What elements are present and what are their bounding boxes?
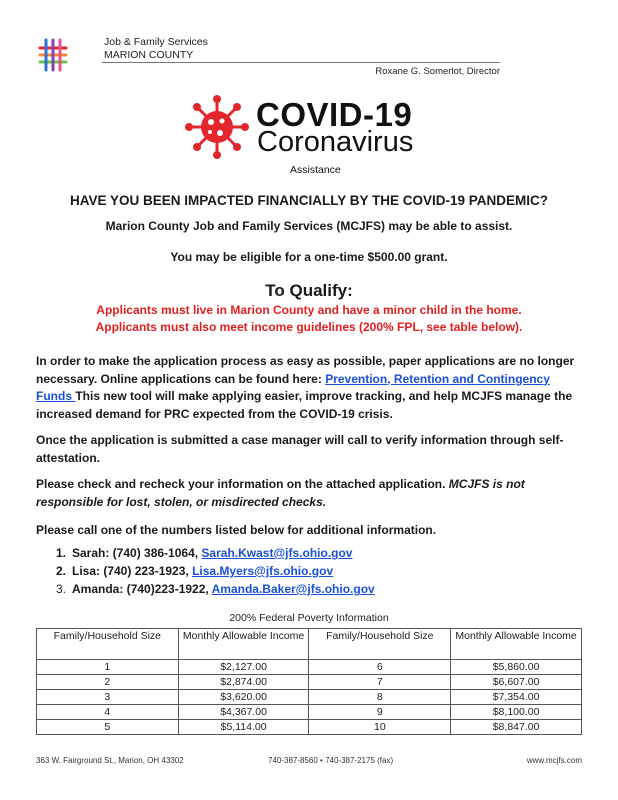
agency-line-2: MARION COUNTY [104,49,194,61]
table-cell: $2,127.00 [178,660,309,675]
table-cell: 9 [309,705,451,720]
column-header: Family/Household Size [309,629,451,660]
contact-item [56,562,375,580]
eligibility-line: You may be eligible for a one-time $500.00 grant. [170,250,448,264]
table-row [37,720,582,735]
table-row [37,705,582,720]
assistance-label: Assistance [290,164,341,176]
contact-email-link[interactable]: Lisa.Myers@jfs.ohio.gov [192,564,334,578]
covid-subtitle: Coronavirus [257,126,414,158]
agency-logo [36,36,70,74]
column-header: Monthly Allowable Income [178,629,309,660]
footer-address: 363 W. Fairground St., Marion, OH 43302 [36,756,184,765]
contact-phone: Lisa: (740) 223-1923, [72,564,193,578]
column-header: Family/Household Size [37,629,179,660]
case-manager-paragraph: Once the application is submitted a case manager will call to verify information through self-attestation. [36,433,564,465]
table-cell: $6,607.00 [451,675,582,690]
contact-item [56,544,375,562]
prc-application-link[interactable]: Prevention, Retention and Contingency Funds [36,371,550,403]
contact-phone: Amanda: (740)223-1922, [72,582,212,596]
table-cell: $7,354.00 [451,690,582,705]
covid-title: COVID-19 [256,96,413,133]
header-divider [102,62,500,63]
application-text-end: This new tool will make applying easier, improve tracking, and help MCJFS manage the increased demand for PRC expected from the COVID-19 crisis. [36,389,573,421]
table-cell: 1 [37,660,179,675]
check-info-paragraph [36,476,584,511]
footer-phones: 740-387-8560 • 740-387-2175 (fax) [268,756,394,765]
main-headline: HAVE YOU BEEN IMPACTED FINANCIALLY BY THE COVID-19 PANDEMIC? [69,193,549,208]
table-cell: $8,100.00 [451,705,582,720]
requirement-income: Applicants must also meet income guidelines (200% FPL, see table below). [95,320,523,334]
director-name: Roxane G. Somerlot, Director [375,66,500,77]
qualify-heading: To Qualify: [265,281,353,300]
column-header: Monthly Allowable Income [451,629,582,660]
table-row [37,690,582,705]
table-cell: 3 [37,690,179,705]
table-cell: 4 [37,705,179,720]
table-cell: 6 [309,660,451,675]
table-caption: 200% Federal Poverty Information [229,612,389,624]
table-row [37,660,582,675]
table-cell: $2,874.00 [178,675,309,690]
footer-website: www.mcjfs.com [526,756,582,765]
agency-name [104,36,208,62]
fpl-table [36,628,582,735]
requirement-residency: Applicants must live in Marion County and have a minor child in the home. [96,303,522,317]
contact-list [56,544,375,598]
table-cell: $5,860.00 [451,660,582,675]
coronavirus-icon [184,94,250,160]
contact-intro: Please call one of the numbers listed below for additional information. [36,523,437,537]
contact-number: 2. [56,564,67,578]
application-paragraph [36,353,584,423]
agency-line-1: Job & Family Services [104,36,208,48]
table-header-row [37,629,582,660]
check-info-text: Please check and recheck your information on the attached application. [36,477,449,491]
table-cell: 7 [309,675,451,690]
table-row [37,675,582,690]
table-cell: 5 [37,720,179,735]
table-cell: 10 [309,720,451,735]
table-cell: $3,620.00 [178,690,309,705]
disclaimer-text: MCJFS is not responsible for lost, stolen, or misdirected checks. [36,477,525,509]
table-cell: 8 [309,690,451,705]
contact-number: 1. [56,546,67,560]
table-cell: $4,367.00 [178,705,309,720]
contact-number: 3. [56,582,67,596]
org-line: Marion County Job and Family Services (MCJFS) may be able to assist. [105,219,513,233]
table-cell: $8,847.00 [451,720,582,735]
application-text-start: In order to make the application process as easy as possible, paper applications are no longer necessary. Online applications can be found here: [36,354,575,386]
contact-phone: Sarah: (740) 386-1064, [72,546,202,560]
contact-item [56,580,375,598]
contact-email-link[interactable]: Amanda.Baker@jfs.ohio.gov [211,582,375,596]
contact-email-link[interactable]: Sarah.Kwast@jfs.ohio.gov [201,546,353,560]
table-cell: $5,114.00 [178,720,309,735]
table-cell: 2 [37,675,179,690]
